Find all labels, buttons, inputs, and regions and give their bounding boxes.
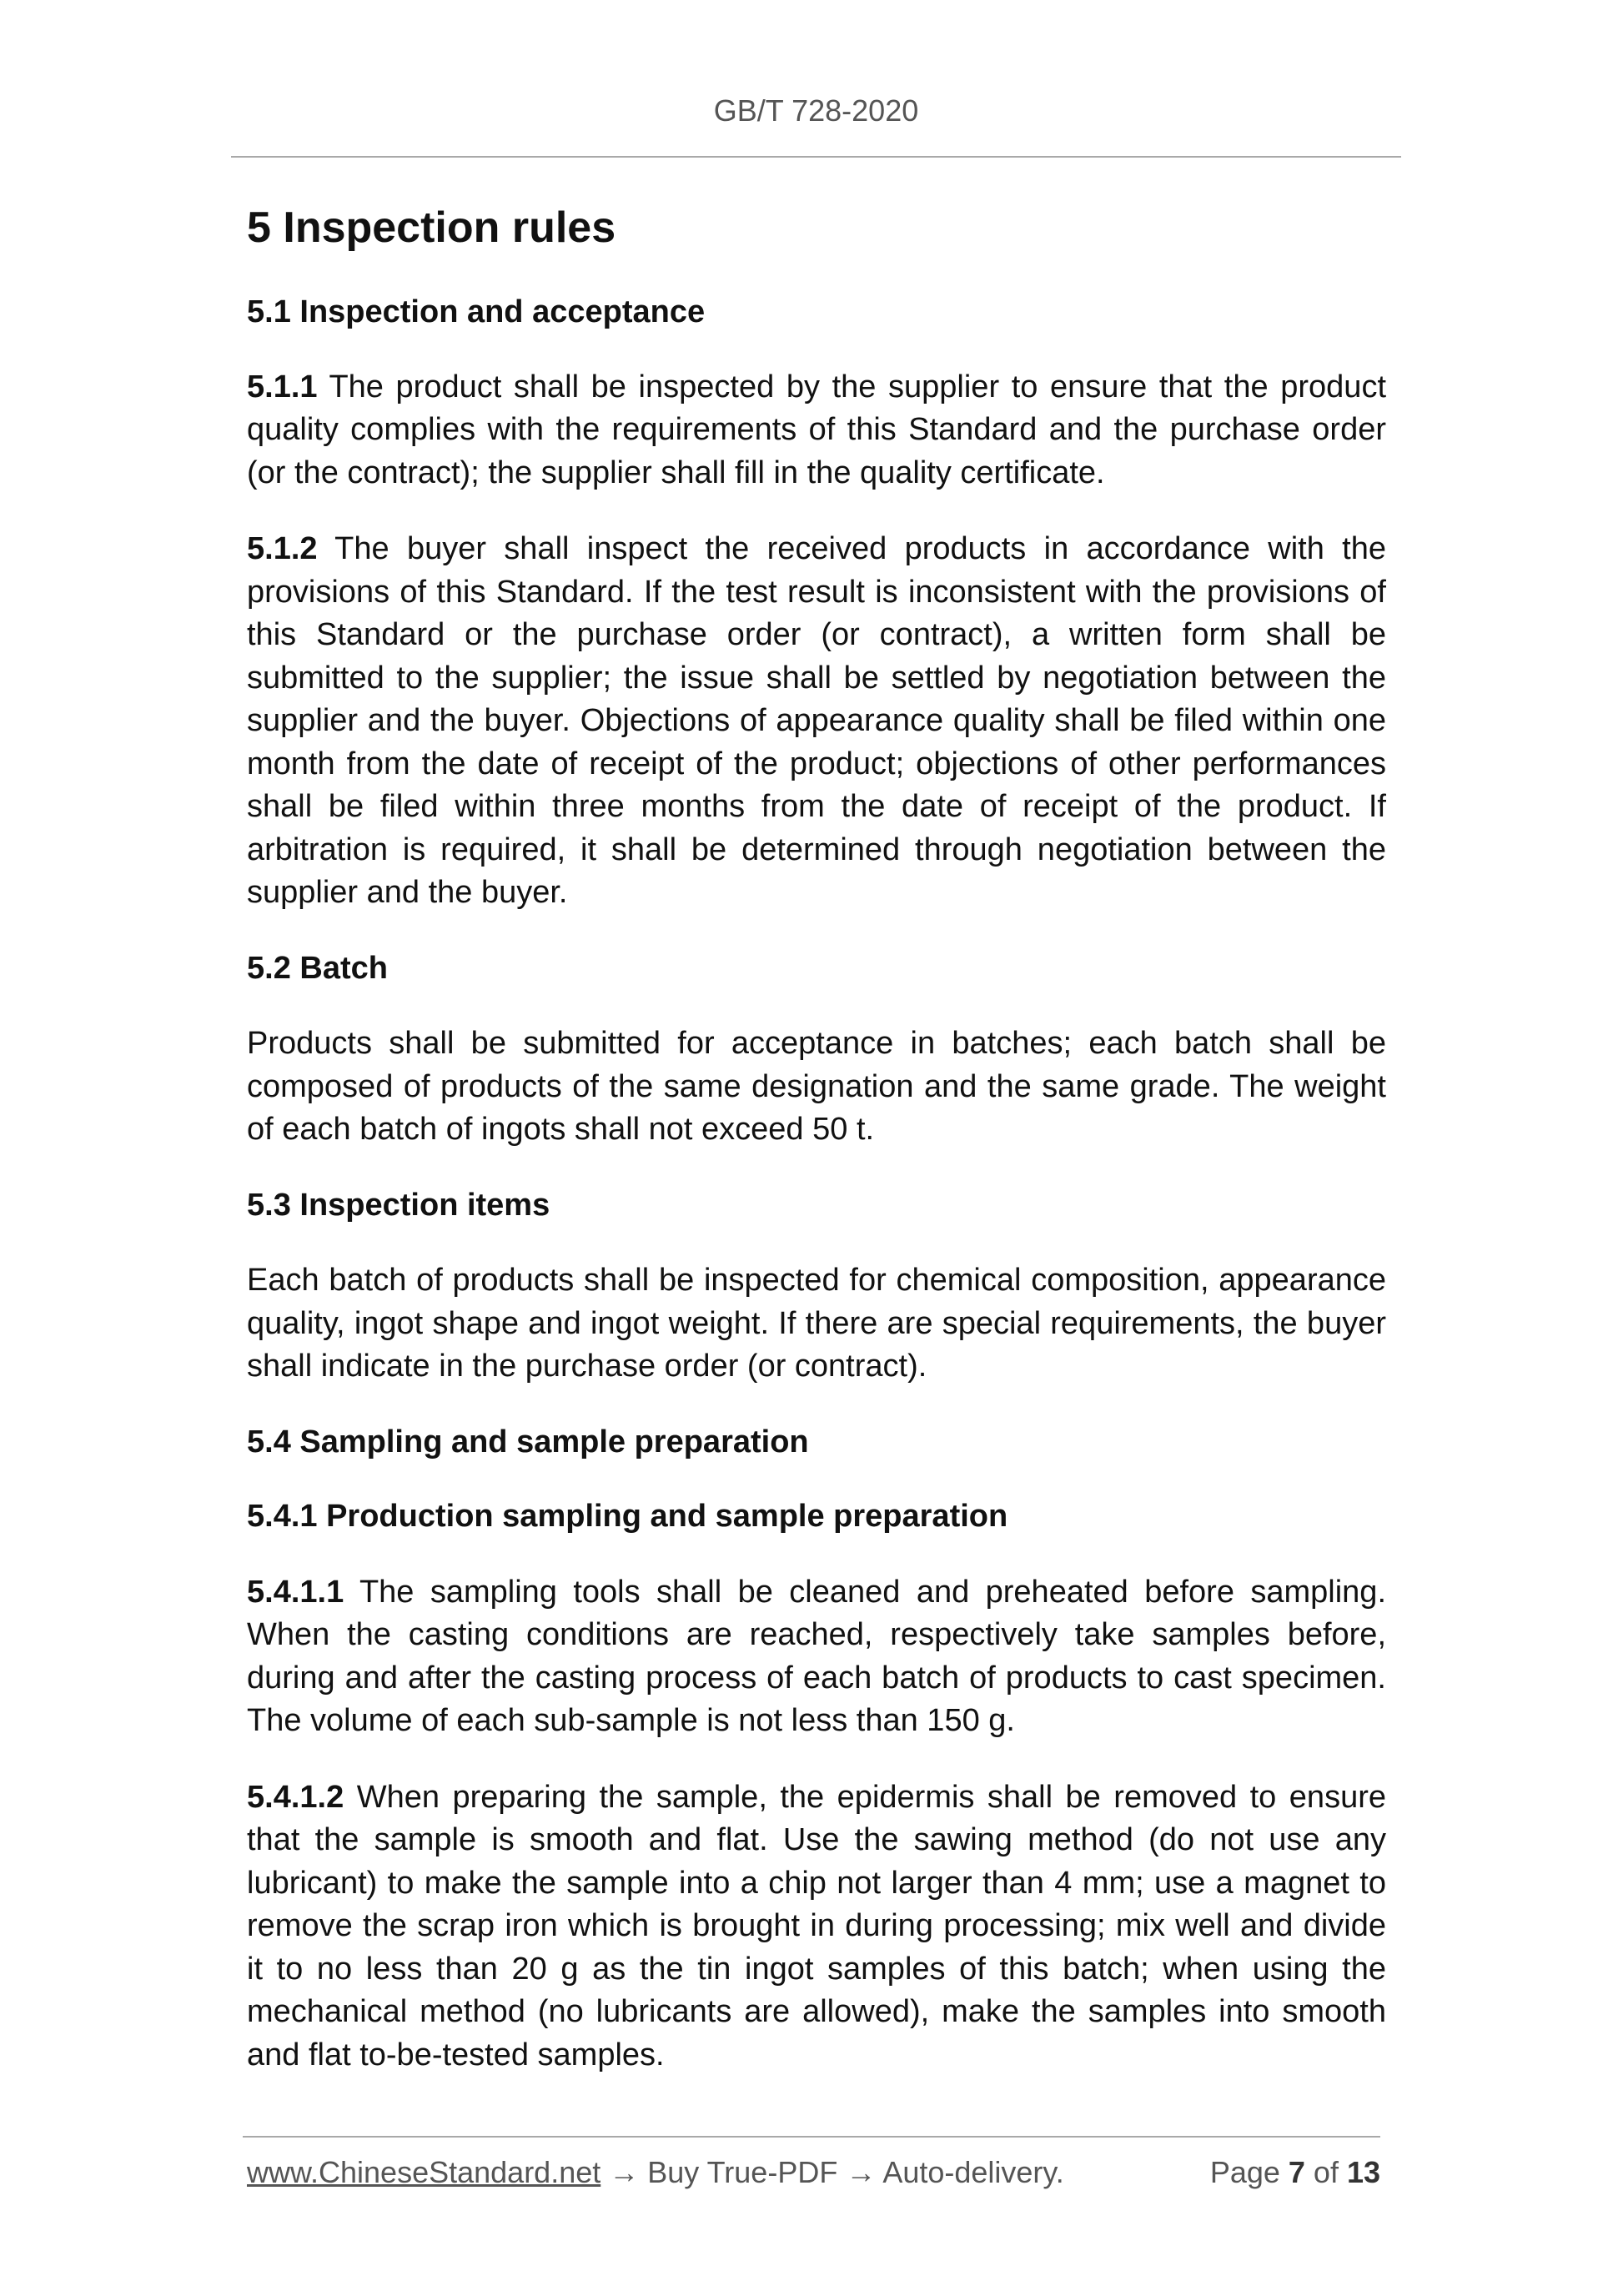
footer-divider <box>243 2136 1380 2138</box>
document-body <box>247 200 1386 2110</box>
heading-5-4-1: 5.4.1 Production sampling and sample preparation <box>247 1499 1008 1535</box>
heading-5-1: 5.1 Inspection and acceptance <box>247 294 706 329</box>
heading-5-3: 5.3 Inspection items <box>247 1187 550 1223</box>
heading-5-2: 5.2 Batch <box>247 950 388 986</box>
page-total: 13 <box>1346 2155 1380 2189</box>
clause-number: 5.4.1.1 <box>247 1574 344 1610</box>
clause-5-1-2 <box>247 528 1386 915</box>
paragraph-5-2: Products shall be submitted for acceptance in batches; each batch shall be composed of products of the same designation and the same grade. The weight of each batch of ingots shall not exceed 50 t. <box>247 1026 1386 1148</box>
clause-5-4-1-2 <box>247 1776 1386 2077</box>
clause-text: The buyer shall inspect the received products in accordance with the provisions of this Standard. If the test result is inconsistent with the provisions of this Standard or the purchase order (or contract), a written form shall be submitted to the supplier; the issue shall be settled by negotiation between the supplier and the buyer. Objections of appearance quality shall be filed within one month from the date of receipt of the product; objections of other performances shall be filed within three months from the date of receipt of the product. If arbitration is required, it shall be determined through negotiation between the supplier and the buyer. <box>247 531 1386 911</box>
clause-number: 5.4.1.2 <box>247 1779 344 1815</box>
clause-text: The sampling tools shall be cleaned and preheated before sampling. When the casting conditions are reached, respectively take samples before, during and after the casting process of each batch of products to cast specimen. The volume of each sub-sample is not less than 150 g. <box>247 1574 1386 1739</box>
page-header <box>231 93 1401 158</box>
clause-text: When preparing the sample, the epidermis shall be removed to ensure that the sample is smooth and flat. Use the sawing method (do not use any lubricant) to make the sample into a chip not larger than 4 mm; use a magnet to remove the scrap iron which is brought in during processing; mix well and divide it to no less than 20 g as the tin ingot samples of this batch; when using the mechanical method (no lubricants are allowed), make the samples into smooth and flat to-be-tested samples. <box>247 1779 1386 2072</box>
website-link[interactable]: www.ChineseStandard.net <box>247 2155 601 2189</box>
page-number <box>1210 2155 1380 2190</box>
promo-text: → Buy True-PDF → Auto-delivery. <box>600 2155 1064 2189</box>
page-of-label: of <box>1304 2155 1347 2189</box>
clause-5-1-1 <box>247 366 1386 495</box>
heading-5-4: 5.4 Sampling and sample preparation <box>247 1424 809 1459</box>
clause-number: 5.1.2 <box>247 531 318 567</box>
section-title: 5 Inspection rules <box>247 203 616 252</box>
page-label: Page <box>1209 2155 1289 2189</box>
document-id: GB/T 728-2020 <box>713 93 919 128</box>
clause-5-4-1-1 <box>247 1571 1386 1743</box>
clause-number: 5.1.1 <box>247 369 318 404</box>
page-footer <box>247 2155 1380 2190</box>
clause-text: The product shall be inspected by the supplier to ensure that the product quality complies with the requirements of this Standard and the purchase order (or the contract); the supplier shall fill in the quality certificate. <box>247 369 1386 490</box>
page-current: 7 <box>1288 2155 1305 2189</box>
paragraph-5-3: Each batch of products shall be inspected for chemical composition, appearance quality, ingot shape and ingot weight. If there are special requirements, the buyer shall indicate in the purchase order (or contract). <box>247 1263 1386 1384</box>
